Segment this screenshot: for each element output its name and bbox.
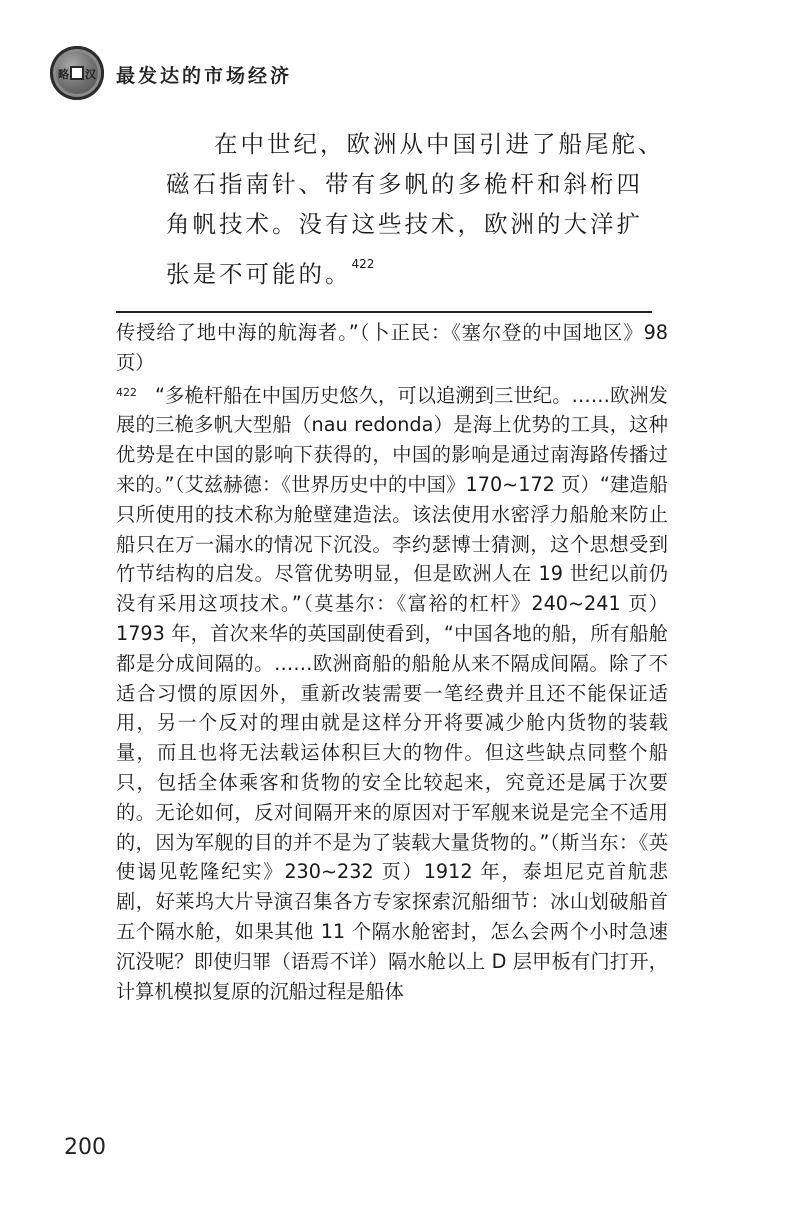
emblem-left-glyph: 略: [58, 68, 69, 81]
footnote-separator-rule: [116, 311, 652, 313]
coin-emblem-icon: [50, 46, 104, 100]
coin-square-hole: [70, 66, 84, 80]
footnote-number: 422: [116, 385, 137, 399]
emblem-right-glyph: 汉: [85, 68, 96, 81]
footnote-text: “多桅杆船在中国历史悠久，可以追溯到三世纪。……欧洲发展的三桅多帆大型船（nau redonda）是海上优势的工具，这种优势是在中国的影响下获得的，中国的影响是通过南海路传播过来的。”（艾兹赫德：《世界历史中的中国》170~172 页）“建造船只所使用的技术称为舱壁建造法。该法使用水密浮力船舱来防止船只在万一漏水的情况下沉没。李约瑟博士猜测，这个思想受到竹节结构的启发。尽管优势明显，但是欧洲人在 19 世纪以前仍没有采用这项技术。”（莫基尔：《富裕的杠杆》240~241 页）1793 年，首次来华的英国副使看到，“中国各地的船，所有船舱都是分成间隔的。……欧洲商船的船舱从来不隔成间隔。除了不适合习惯的原因外，重新改装需要一笔经费并且还不能保证适用，另一个反对的理由就是这样分开将要减少舱内货物的装载量，而且也将无法载运体积巨大的物件。但这些缺点同整个船只，包括全体乘客和货物的安全比较起来，究竟还是属于次要的。无论如何，反对间隔开来的原因对于军舰来说是完全不适用的，因为军舰的目的并不是为了装载大量货物的。”（斯当东：《英使谒见乾隆纪实》230~232 页）1912 年，泰坦尼克首航悲剧，好莱坞大片导演召集各方专家探索沉船细节：冰山划破船首五个隔水舱，如果其他 11 个隔水舱密封，怎么会两个小时急速沉没呢？即使归罪（语焉不详）隔水舱以上 D 层甲板有门打开，计算机模拟复原的沉船过程是船体: [116, 383, 668, 1003]
quote-text: 在中世纪，欧洲从中国引进了船尾舵、磁石指南针、带有多帆的多桅杆和斜桁四角帆技术。没有这些技术，欧洲的大洋扩张是不可能的。: [166, 130, 665, 288]
running-header-title: 最发达的市场经济: [116, 65, 293, 87]
quote-footnote-ref: 422: [351, 257, 375, 271]
page-number: 200: [64, 1135, 106, 1160]
footnotes-section: [116, 318, 668, 1006]
footnote-422: [116, 378, 668, 1007]
quote-paragraph: [166, 124, 666, 294]
footnote-continued: 传授给了地中海的航海者。”（卜正民：《塞尔登的中国地区》98 页）: [116, 321, 668, 374]
block-quote: [166, 124, 666, 294]
